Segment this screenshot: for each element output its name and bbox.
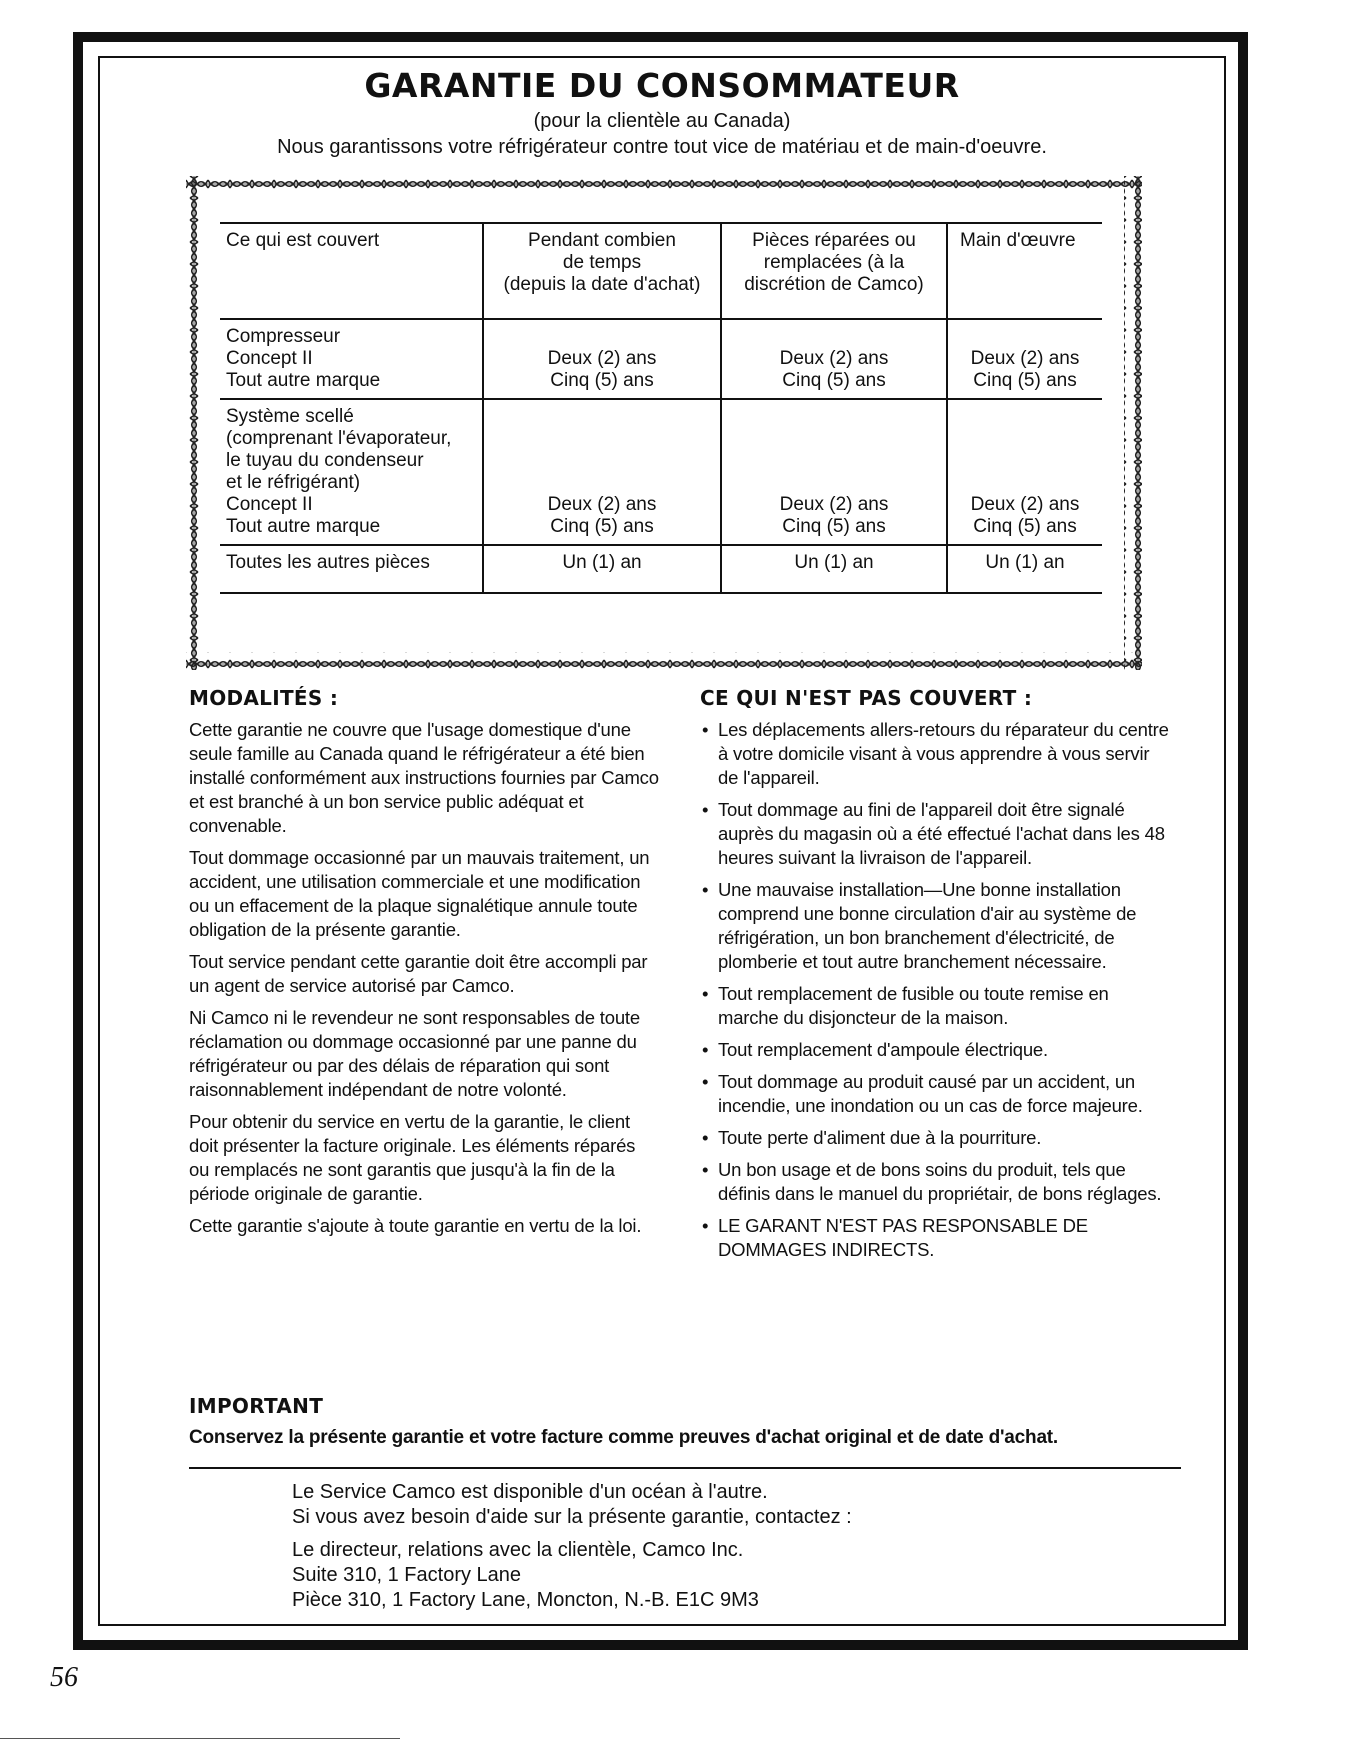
row-parts: Un (1) an <box>721 545 947 593</box>
row-parts: Deux (2) ans Cinq (5) ans <box>721 319 947 399</box>
row-duration: Deux (2) ans Cinq (5) ans <box>483 399 721 545</box>
list-item: • LE GARANT N'EST PAS RESPONSABLE DE DOMMAGES INDIRECTS. <box>702 1215 1088 1260</box>
bullet-icon: • <box>702 1159 709 1180</box>
list-item: • Un bon usage et de bons soins du produit, tels que définis dans le manuel du propriétair, de bons réglages. <box>702 1159 1162 1204</box>
header-covered: Ce qui est couvert <box>220 223 483 319</box>
page-number: 56 <box>50 1662 78 1693</box>
contact-line: Le Service Camco est disponible d'un océan à l'autre. <box>292 1481 768 1503</box>
modalites-paragraph: Cette garantie s'ajoute à toute garantie en vertu de la loi. <box>189 1215 642 1236</box>
bullet-icon: • <box>702 1039 709 1060</box>
modalites-paragraph: Pour obtenir du service en vertu de la garantie, le client doit présenter la facture originale. Les éléments réparés ou remplacés ne sont garantis que jusqu'à la fin de la période originale de garantie. <box>189 1111 636 1204</box>
footer-divider <box>0 1738 400 1739</box>
bullet-icon: • <box>702 1071 709 1092</box>
list-item: • Tout remplacement d'ampoule électrique. <box>702 1039 1048 1060</box>
header-labor: Main d'œuvre <box>947 223 1102 319</box>
modalites-section <box>189 686 659 1246</box>
exclusions-heading: CE QUI N'EST PAS COUVERT : <box>700 686 1033 710</box>
table-header-row <box>220 223 1102 319</box>
table-row <box>220 399 1102 545</box>
exclusions-list <box>700 718 1170 1262</box>
page-subtitle: (pour la clientèle au Canada) <box>533 110 791 132</box>
header-duration: Pendant combien de temps (depuis la date d'achat) <box>483 223 721 319</box>
row-labor: Un (1) an <box>947 545 1102 593</box>
header-parts: Pièces réparées ou remplacées (à la discrétion de Camco) <box>721 223 947 319</box>
bullet-icon: • <box>702 799 709 820</box>
modalites-paragraph: Cette garantie ne couvre que l'usage domestique d'une seule famille au Canada quand le réfrigérateur a été bien installé conformément aux instructions fournies par Camco et est branché à un bon service public adéquat et convenable. <box>189 719 659 836</box>
exclusions-section <box>700 686 1170 1270</box>
modalites-paragraph: Ni Camco ni le revendeur ne sont responsables de toute réclamation ou dommage occasionné par une panne du réfrigérateur ou par des délais de réparation qui sont raisonnablement indépendant de notre volonté. <box>189 1007 640 1100</box>
list-item: • Tout remplacement de fusible ou toute remise en marche du disjoncteur de la maison. <box>702 983 1109 1028</box>
intro-text: Nous garantissons votre réfrigérateur contre tout vice de matériau et de main-d'oeuvre. <box>277 136 1047 158</box>
contact-line: Suite 310, 1 Factory Lane <box>292 1564 522 1586</box>
bullet-icon: • <box>702 1127 709 1148</box>
row-labor: Deux (2) ans Cinq (5) ans <box>947 399 1102 545</box>
list-item: • Une mauvaise installation—Une bonne installation comprend une bonne circulation d'air au système de réfrigération, un bon branchement d'électricité, de plomberie et tout autre branchement nécessaire. <box>702 879 1137 972</box>
contact-line: Le directeur, relations avec la clientèle, Camco Inc. <box>292 1539 744 1561</box>
important-text: Conservez la présente garantie et votre facture comme preuves d'achat original et de date d'achat. <box>189 1427 1059 1448</box>
row-item-autres-pieces: Toutes les autres pièces <box>226 552 430 573</box>
modalites-heading: MODALITÉS : <box>189 686 339 710</box>
bullet-icon: • <box>702 983 709 1004</box>
contact-line: Si vous avez besoin d'aide sur la présente garantie, contactez : <box>292 1506 852 1528</box>
row-item-systeme-scelle: Système scellé (comprenant l'évaporateur, le tuyau du condenseur et le réfrigérant) Concept II Tout autre marque <box>226 406 452 537</box>
contact-block <box>292 1480 852 1613</box>
row-labor: Deux (2) ans Cinq (5) ans <box>947 319 1102 399</box>
list-item: • Les déplacements allers-retours du réparateur du centre à votre domicile visant à vous apprendre à vous servir de l'appareil. <box>702 719 1169 788</box>
row-item-compresseur: Compresseur Concept II Tout autre marque <box>226 326 381 391</box>
coverage-table <box>220 222 1102 594</box>
modalites-paragraph: Tout dommage occasionné par un mauvais traitement, un accident, une utilisation commerciale et une modification ou un effacement de la plaque signalétique annule toute obligation de la présente garantie. <box>189 847 650 940</box>
bullet-icon: • <box>702 1215 709 1236</box>
list-item: • Toute perte d'aliment due à la pourriture. <box>702 1127 1042 1148</box>
bullet-icon: • <box>702 879 709 900</box>
row-parts: Deux (2) ans Cinq (5) ans <box>721 399 947 545</box>
row-duration: Deux (2) ans Cinq (5) ans <box>483 319 721 399</box>
page-title: GARANTIE DU CONSOMMATEUR <box>364 66 960 105</box>
table-row <box>220 319 1102 399</box>
list-item: • Tout dommage au fini de l'appareil doit être signalé auprès du magasin où a été effectué l'achat dans les 48 heures suivant la livraison de l'appareil. <box>702 799 1165 868</box>
row-duration: Un (1) an <box>483 545 721 593</box>
list-item: • Tout dommage au produit causé par un accident, un incendie, une inondation ou un cas de force majeure. <box>702 1071 1143 1116</box>
divider <box>189 1467 1181 1469</box>
important-heading: IMPORTANT <box>189 1394 324 1418</box>
bullet-icon: • <box>702 719 709 740</box>
modalites-paragraph: Tout service pendant cette garantie doit être accompli par un agent de service autorisé par Camco. <box>189 951 648 996</box>
table-row <box>220 545 1102 593</box>
contact-line: Pièce 310, 1 Factory Lane, Moncton, N.-B. E1C 9M3 <box>292 1589 759 1611</box>
